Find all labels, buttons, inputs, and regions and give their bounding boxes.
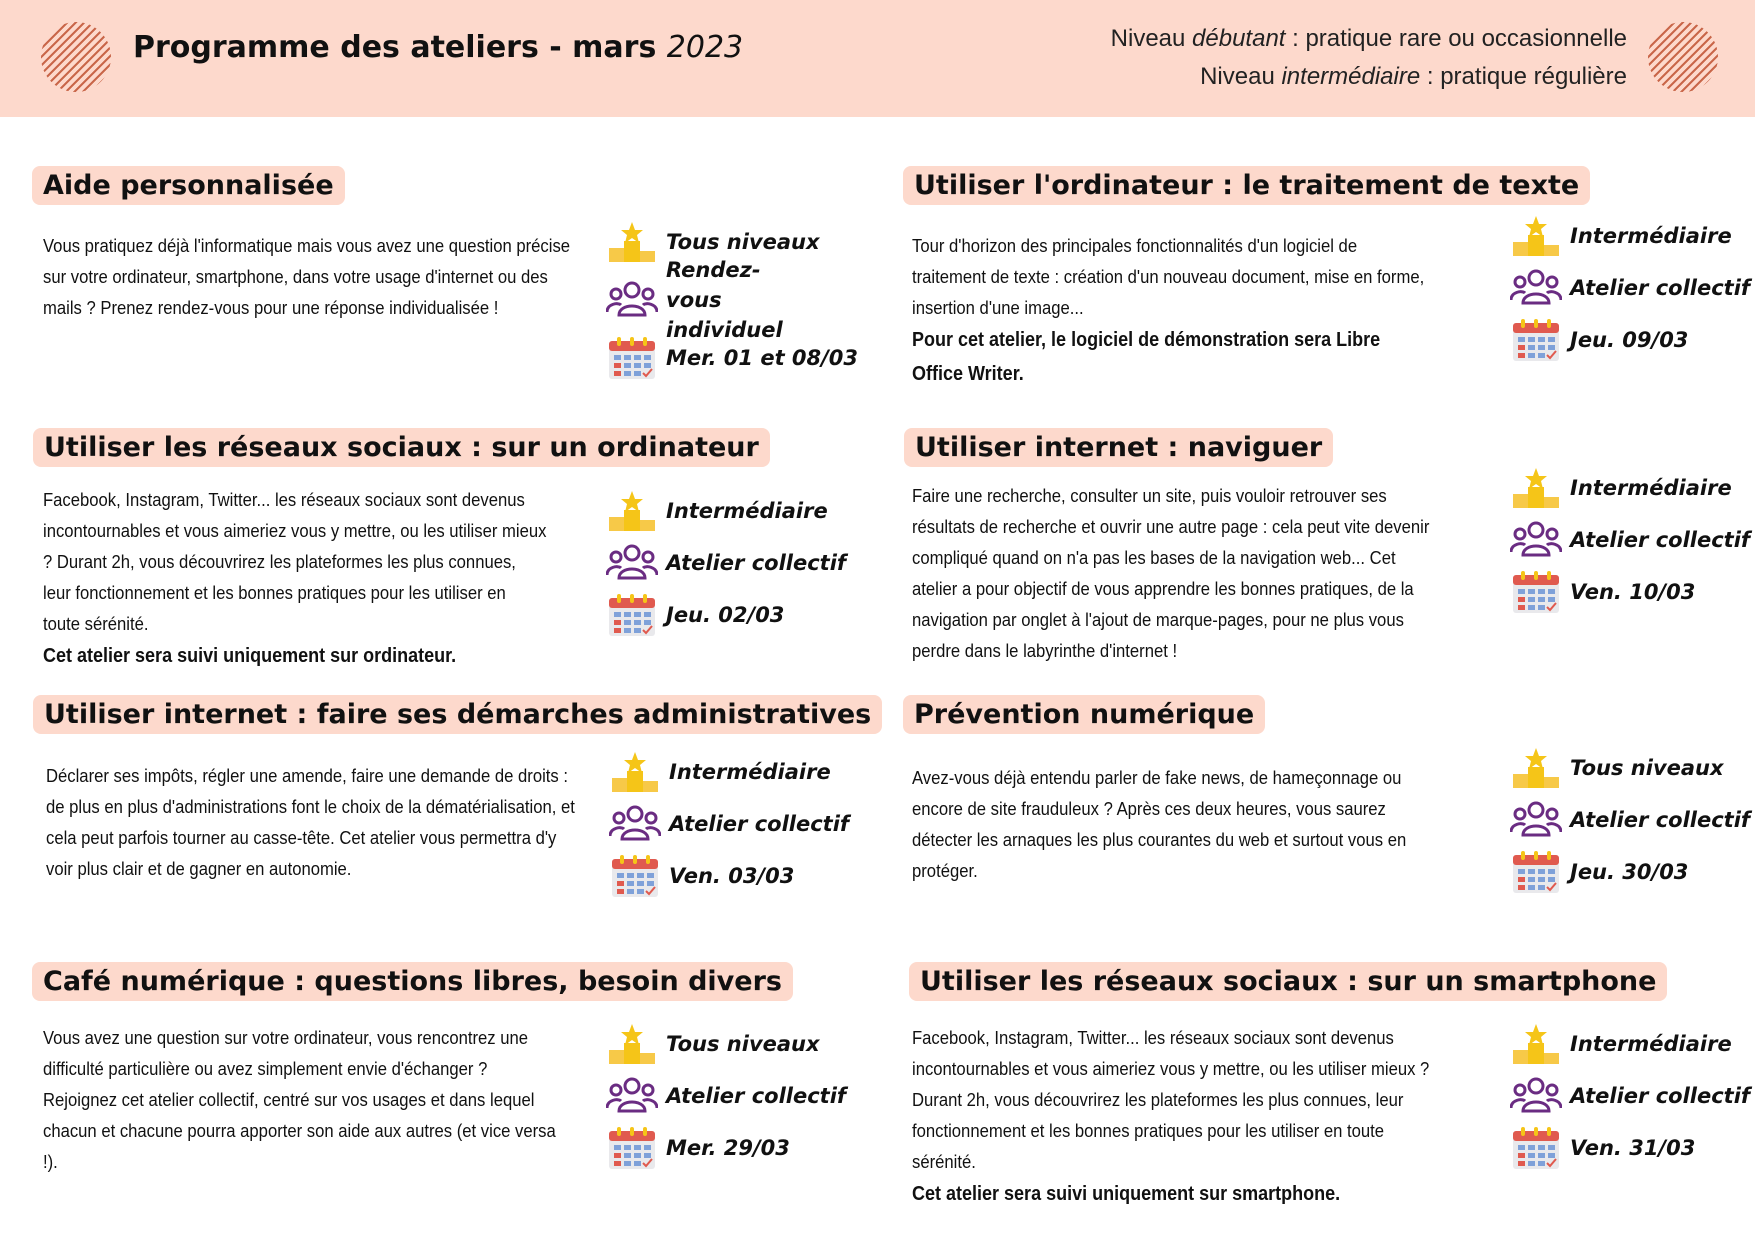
workshop-note: Pour cet atelier, le logiciel de démonstration sera Libre Office Writer. xyxy=(912,329,1381,385)
level-legend xyxy=(1111,20,1627,96)
group-people-icon xyxy=(1510,517,1562,563)
format-row xyxy=(1510,514,1755,566)
group-people-icon xyxy=(1510,797,1562,843)
workshop-title: Utiliser les réseaux sociaux : sur un ordinateur xyxy=(33,428,770,467)
workshop-title: Utiliser les réseaux sociaux : sur un smartphone xyxy=(909,962,1667,1001)
date-row xyxy=(1510,314,1755,366)
format-label: Rendez-vous individuel xyxy=(666,258,783,342)
level-label: Intermédiaire xyxy=(1570,1032,1732,1056)
podium-star-icon xyxy=(1510,1021,1562,1067)
workshop-meta xyxy=(606,485,856,641)
date-label: Jeu. 02/03 xyxy=(666,603,785,627)
level-label: Tous niveaux xyxy=(666,1032,820,1056)
level-row xyxy=(1510,1018,1755,1070)
workshop-description: Avez-vous déjà entendu parler de fake news, de hameçonnage ou encore de site frauduleux ? Après ces deux heures, vous saurez détecter les arnaques les plus courantes du web et surtout vous en protéger. xyxy=(912,767,1407,881)
page-header xyxy=(0,0,1755,117)
podium-star-icon xyxy=(606,219,658,265)
format-label: Atelier collectif xyxy=(1570,276,1751,300)
calendar-icon xyxy=(1510,569,1562,615)
calendar-icon xyxy=(1510,1125,1562,1171)
level-label: Intermédiaire xyxy=(1570,476,1732,500)
format-label: Atelier collectif xyxy=(666,1084,847,1108)
workshop-description: Facebook, Instagram, Twitter... les réseaux sociaux sont devenus incontournables et vous aimeriez vous y mettre, ou les utiliser mieux ? Durant 2h, vous découvrirez les plateformes les plus connues, leur fonctionnement et les bonnes pratiques pour les utiliser en toute sérénité. Cet atelier sera suivi uniquement sur ordinateur. xyxy=(43,484,547,673)
podium-star-icon xyxy=(606,1021,658,1067)
level-label: Tous niveaux xyxy=(666,230,820,254)
level-label: Intermédiaire xyxy=(1570,224,1732,248)
workshop-meta xyxy=(1510,210,1755,366)
level-row xyxy=(609,746,859,798)
date-label: Mer. 01 et 08/03 xyxy=(666,346,859,370)
date-label: Mer. 29/03 xyxy=(666,1136,790,1160)
date-label: Jeu. 09/03 xyxy=(1570,328,1689,352)
calendar-icon xyxy=(1510,317,1562,363)
group-people-icon xyxy=(606,277,658,323)
format-row xyxy=(606,258,856,342)
date-label: Jeu. 30/03 xyxy=(1570,860,1689,884)
format-label: Atelier collectif xyxy=(1570,528,1751,552)
level-row xyxy=(1510,210,1755,262)
format-label: Atelier collectif xyxy=(1570,808,1751,832)
group-people-icon xyxy=(606,1073,658,1119)
date-row xyxy=(1510,1122,1755,1174)
workshop-title: Aide personnalisée xyxy=(32,166,345,205)
workshop-meta xyxy=(606,216,859,384)
podium-star-icon xyxy=(1510,745,1562,791)
workshop-description: Déclarer ses impôts, régler une amende, faire une demande de droits : de plus en plus d'administrations font le choix de la dématérialisation, et cela peut parfois tourner au casse-tête. Cet atelier vous permettra d'y voir plus clair et de gagner en autonomie. xyxy=(46,765,575,879)
calendar-icon xyxy=(1510,849,1562,895)
legend-debutant: Niveau débutant : pratique rare ou occasionnelle xyxy=(1110,25,1627,52)
date-row xyxy=(1510,566,1755,618)
workshop-description: Vous avez une question sur votre ordinateur, vous rencontrez une difficulté particulière ou avez simplement envie d'échanger ? Rejoignez cet atelier collectif, centré sur vos usages et dans lequel chacun et chacune pourra apporter son aide aux autres (et vice versa !). xyxy=(43,1027,556,1172)
group-people-icon xyxy=(609,801,661,847)
date-label: Ven. 31/03 xyxy=(1570,1136,1696,1160)
level-row xyxy=(606,1018,856,1070)
workshop-title: Utiliser internet : naviguer xyxy=(904,428,1333,467)
format-label: Atelier collectif xyxy=(666,551,847,575)
format-label: Atelier collectif xyxy=(669,812,850,836)
podium-star-icon xyxy=(606,488,658,534)
date-row xyxy=(609,850,859,902)
workshop-title: Café numérique : questions libres, besoin divers xyxy=(32,962,793,1001)
workshop-title: Utiliser l'ordinateur : le traitement de texte xyxy=(903,166,1590,205)
calendar-icon xyxy=(606,335,658,381)
level-row xyxy=(606,485,856,537)
workshop-meta xyxy=(606,1018,856,1174)
hatched-circle-right-icon xyxy=(1648,22,1718,92)
group-people-icon xyxy=(1510,265,1562,311)
workshop-meta xyxy=(1510,462,1755,618)
podium-star-icon xyxy=(1510,213,1562,259)
format-row xyxy=(1510,794,1755,846)
calendar-icon xyxy=(606,592,658,638)
format-row xyxy=(606,1070,856,1122)
page-title: Programme des ateliers - mars 2023 xyxy=(133,30,744,65)
level-label: Intermédiaire xyxy=(666,499,828,523)
legend-intermediaire: Niveau intermédiaire : pratique régulière xyxy=(1200,63,1627,90)
workshop-description: Faire une recherche, consulter un site, puis vouloir retrouver ses résultats de recherche et ouvrir une autre page : cela peut vite devenir compliqué quand on n'a pas les bases de la navigation web... Cet atelier a pour objectif de vous apprendre les bonnes pratiques, de la navigation par onglet à l'ajout de marque-pages, pour ne plus vous perdre dans le labyrinthe d'internet ! xyxy=(912,485,1430,661)
hatched-circle-left-icon xyxy=(41,22,111,92)
format-row xyxy=(609,798,859,850)
date-row xyxy=(606,1122,856,1174)
podium-star-icon xyxy=(1510,465,1562,511)
format-row xyxy=(1510,262,1755,314)
workshop-title: Utiliser internet : faire ses démarches administratives xyxy=(33,695,882,734)
level-row xyxy=(1510,742,1755,794)
podium-star-icon xyxy=(609,749,661,795)
calendar-icon xyxy=(606,1125,658,1171)
date-row xyxy=(1510,846,1755,898)
workshop-title: Prévention numérique xyxy=(903,695,1265,734)
level-label: Intermédiaire xyxy=(669,760,831,784)
group-people-icon xyxy=(1510,1073,1562,1119)
level-label: Tous niveaux xyxy=(1570,756,1724,780)
workshop-note: Cet atelier sera suivi uniquement sur ordinateur. xyxy=(43,645,457,667)
date-row xyxy=(606,589,856,641)
workshop-description: Tour d'horizon des principales fonctionnalités d'un logiciel de traitement de texte : création d'un nouveau document, mise en forme, insertion d'une image... Pour cet atelier, le logiciel de démonstration sera Libre Office Writer. xyxy=(912,230,1434,391)
format-row xyxy=(1510,1070,1755,1122)
date-label: Ven. 03/03 xyxy=(669,864,795,888)
workshop-description: Vous pratiquez déjà l'informatique mais vous avez une question précise sur votre ordinateur, smartphone, dans votre usage d'internet ou des mails ? Prenez rendez-vous pour une réponse individualisée ! xyxy=(43,235,571,318)
workshop-meta xyxy=(1510,742,1755,898)
workshop-meta xyxy=(609,746,859,902)
date-label: Ven. 10/03 xyxy=(1570,580,1696,604)
workshop-description: Facebook, Instagram, Twitter... les réseaux sociaux sont devenus incontournables et vous aimeriez vous y mettre, ou les utiliser mieux ? Durant 2h, vous découvrirez les plateformes les plus connues, leur fonctionnement et les bonnes pratiques pour les utiliser en toute sérénité. Cet atelier sera suivi uniquement sur smartphone. xyxy=(912,1022,1434,1211)
workshop-meta xyxy=(1510,1018,1755,1174)
group-people-icon xyxy=(606,540,658,586)
format-label: Atelier collectif xyxy=(1570,1084,1751,1108)
calendar-icon xyxy=(609,853,661,899)
level-row xyxy=(1510,462,1755,514)
workshop-note: Cet atelier sera suivi uniquement sur smartphone. xyxy=(912,1183,1341,1205)
format-row xyxy=(606,537,856,589)
